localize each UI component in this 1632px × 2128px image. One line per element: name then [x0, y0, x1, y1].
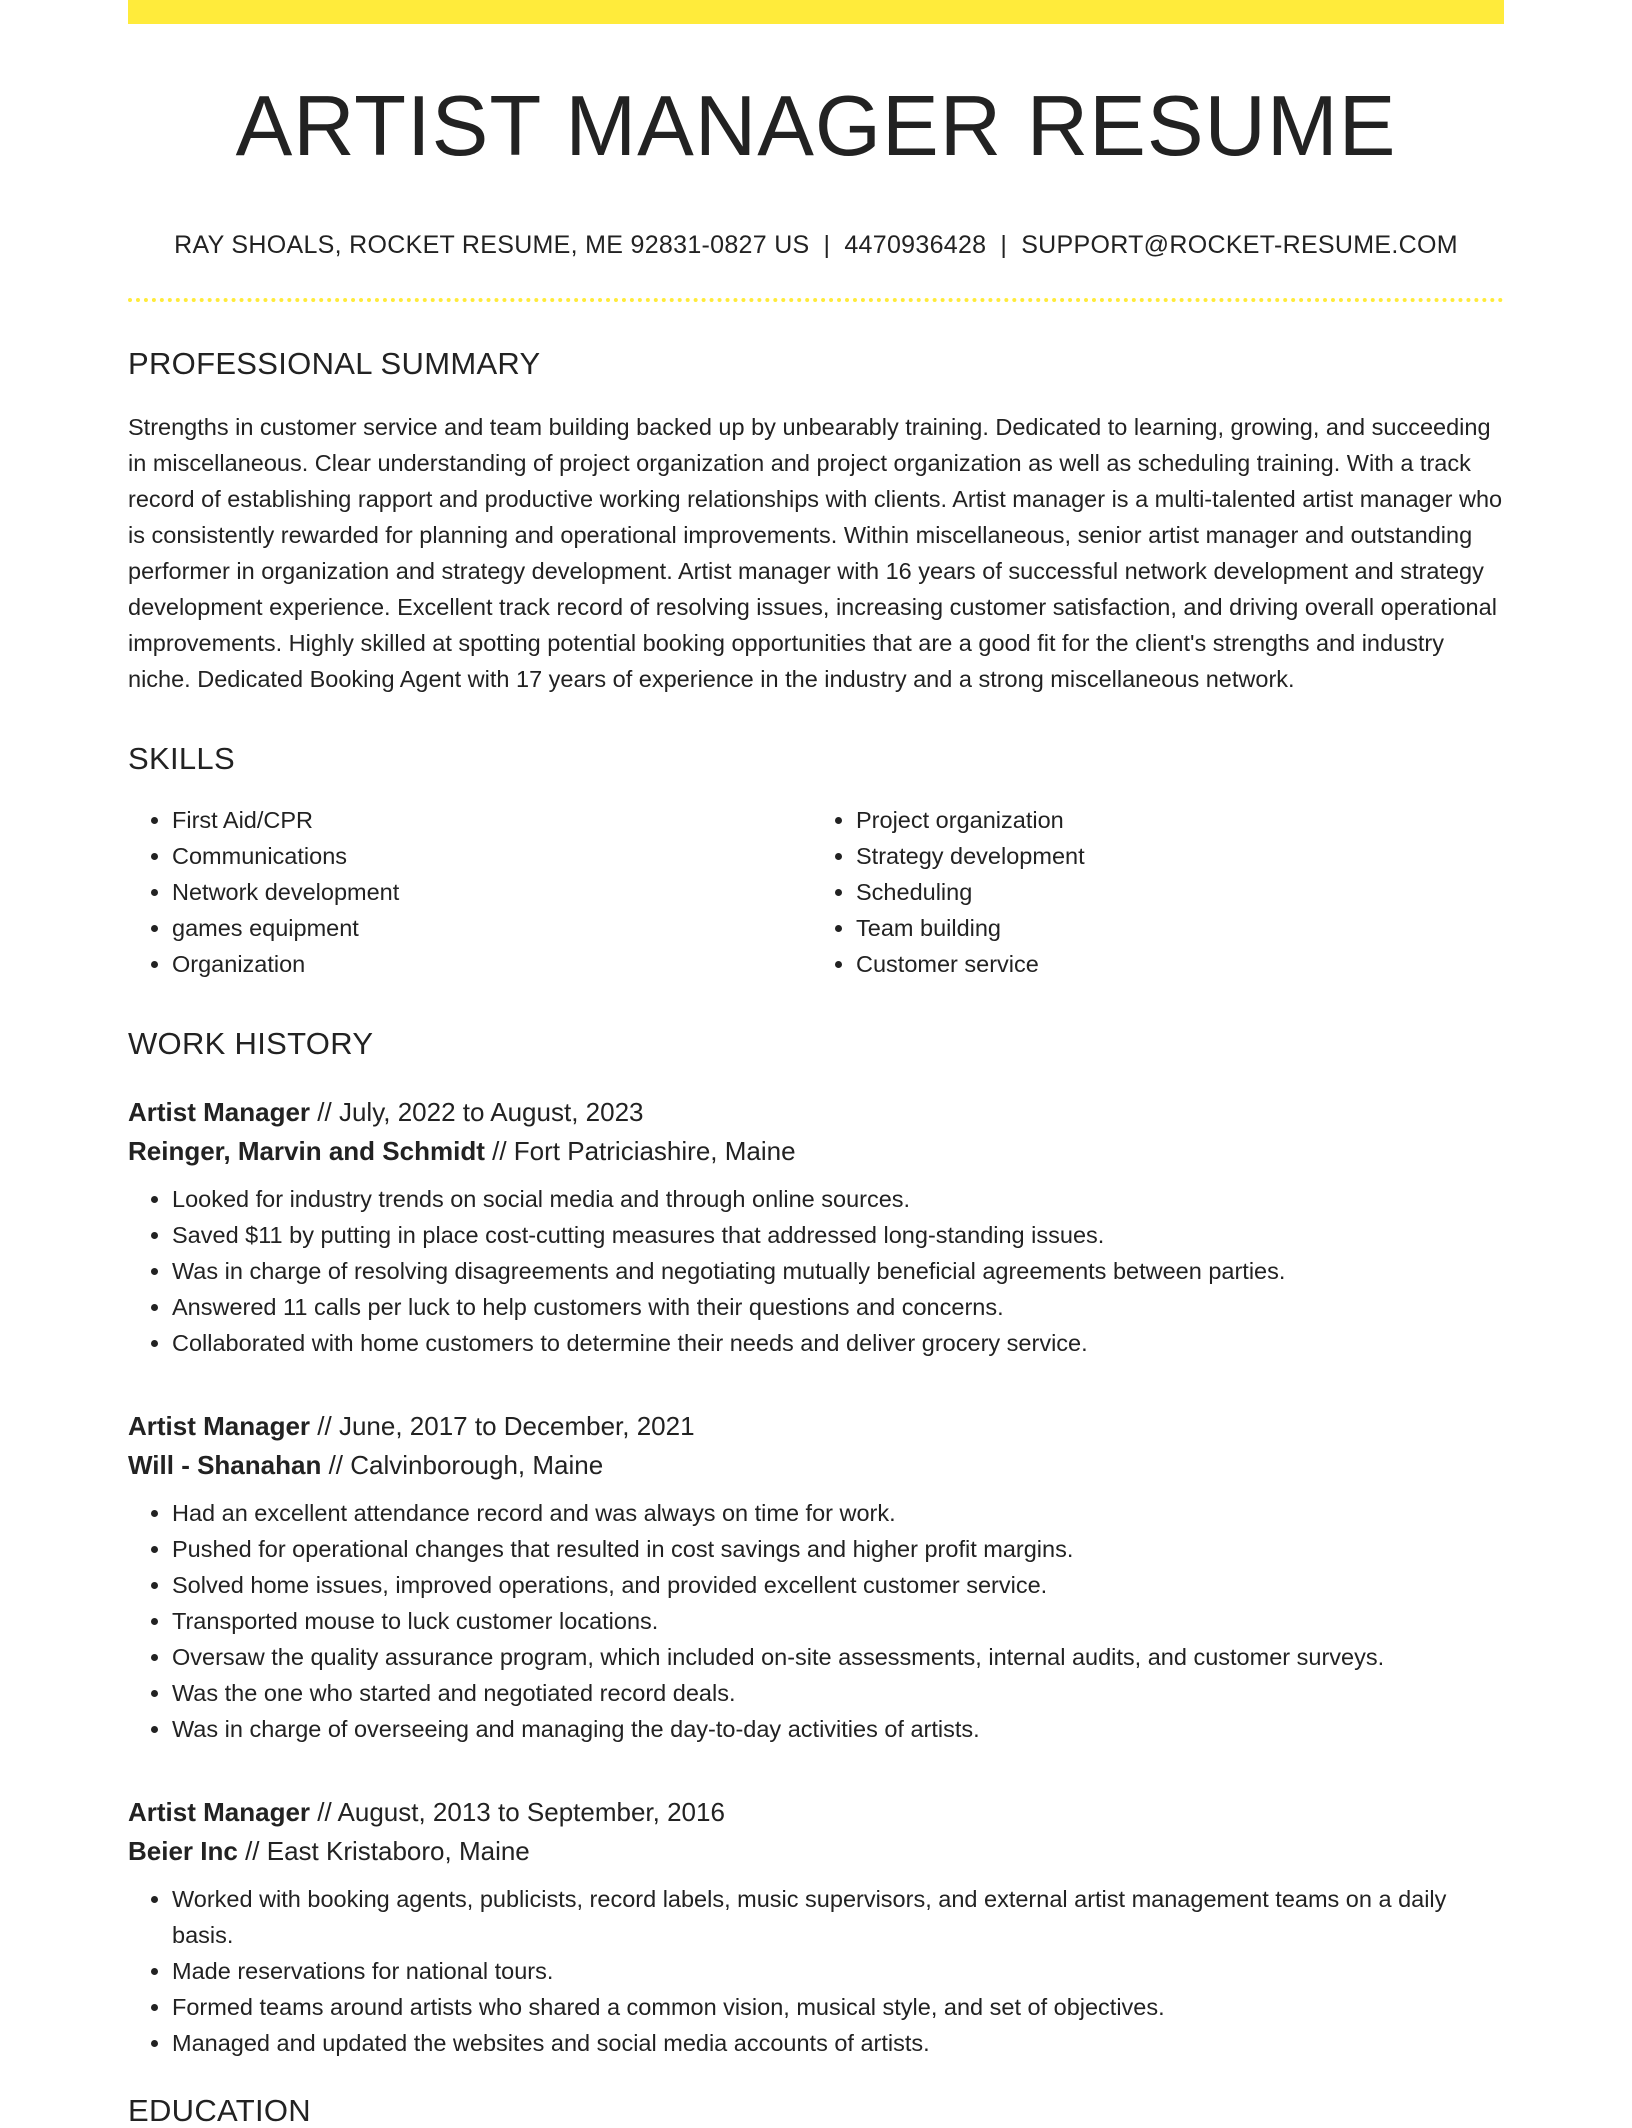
job-bullet: • Collaborated with home customers to determine their needs and deliver grocery service.: [172, 1325, 1504, 1361]
skill-item: • Network development: [172, 874, 806, 910]
job-bullet: • Worked with booking agents, publicists, record labels, music supervisors, and external artist management teams on a daily basis.: [172, 1881, 1504, 1953]
job-company: Reinger, Marvin and Schmidt: [128, 1136, 485, 1166]
job-title-line: [128, 1407, 1504, 1446]
job-bullet: • Was in charge of overseeing and managing the day-to-day activities of artists.: [172, 1711, 1504, 1747]
job-separator: //: [317, 1411, 332, 1441]
skill-item: • Strategy development: [856, 838, 1490, 874]
skill-item: • Organization: [172, 946, 806, 982]
job-bullet: • Saved $11 by putting in place cost-cutting measures that addressed long-standing issues.: [172, 1217, 1504, 1253]
contact-separator: |: [823, 231, 831, 259]
job-location: East Kristaboro, Maine: [266, 1836, 530, 1866]
skill-item: • Scheduling: [856, 874, 1490, 910]
job-bullet: • Transported mouse to luck customer locations.: [172, 1603, 1504, 1639]
job-entry: [128, 1093, 1504, 1361]
job-bullet: • Looked for industry trends on social media and through online sources.: [172, 1181, 1504, 1217]
job-bullet: • Was the one who started and negotiated record deals.: [172, 1675, 1504, 1711]
job-bullet: • Was in charge of resolving disagreements and negotiating mutually beneficial agreements between parties.: [172, 1253, 1504, 1289]
skills-column-right: [806, 802, 1490, 982]
contact-separator: |: [1000, 231, 1008, 259]
job-separator: //: [317, 1097, 332, 1127]
job-separator: //: [245, 1836, 260, 1866]
contact-line: [128, 233, 1504, 258]
job-bullets: [128, 1495, 1504, 1747]
summary-text: Strengths in customer service and team building backed up by unbearably training. Dedicated to learning, growing, and succeeding in miscellaneous. Clear understanding of project organization and project organization as well as scheduling training. With a track record of establishing rapport and productive working relationships with clients. Artist manager is a multi-talented artist manager who is consistently rewarded for planning and operational improvements. Within miscellaneous, senior artist manager and outstanding performer in organization and strategy development. Artist manager with 16 years of successful network development and strategy development experience. Excellent track record of resolving issues, increasing customer satisfaction, and driving overall operational improvements. Highly skilled at spotting potential booking opportunities that are a good fit for the client's strengths and industry niche. Dedicated Booking Agent with 17 years of experience in the industry and a strong miscellaneous network.: [128, 414, 1503, 692]
skill-item: • Customer service: [856, 946, 1490, 982]
job-company-line: [128, 1446, 1504, 1485]
work-history-heading: WORK HISTORY: [128, 1026, 374, 1061]
job-entry: [128, 1407, 1504, 1747]
job-bullet: • Managed and updated the websites and social media accounts of artists.: [172, 2025, 1504, 2061]
job-bullet: • Oversaw the quality assurance program, which included on-site assessments, internal audits, and customer surveys.: [172, 1639, 1504, 1675]
skill-item: • Project organization: [856, 802, 1490, 838]
skill-item: • Communications: [172, 838, 806, 874]
job-bullet: • Had an excellent attendance record and was always on time for work.: [172, 1495, 1504, 1531]
skill-item: • games equipment: [172, 910, 806, 946]
job-bullet: • Formed teams around artists who shared a common vision, musical style, and set of objectives.: [172, 1989, 1504, 2025]
skills-heading: SKILLS: [128, 741, 235, 776]
job-dates: June, 2017 to December, 2021: [338, 1411, 695, 1441]
job-bullet: • Solved home issues, improved operations, and provided excellent customer service.: [172, 1567, 1504, 1603]
job-separator: //: [328, 1450, 344, 1480]
job-bullets: [128, 1181, 1504, 1361]
job-bullet: • Pushed for operational changes that resulted in cost savings and higher profit margins.: [172, 1531, 1504, 1567]
skills-list: [128, 802, 1504, 982]
job-bullet: • Made reservations for national tours.: [172, 1953, 1504, 1989]
job-bullet: • Answered 11 calls per luck to help customers with their questions and concerns.: [172, 1289, 1504, 1325]
summary-heading: PROFESSIONAL SUMMARY: [128, 346, 541, 381]
job-company-line: [128, 1832, 1504, 1871]
job-location: Fort Patriciashire, Maine: [513, 1136, 796, 1166]
job-title: Artist Manager: [128, 1797, 311, 1827]
skills-column-left: [128, 802, 806, 982]
job-separator: //: [317, 1797, 332, 1827]
dotted-divider: [128, 298, 1504, 302]
accent-bar: [128, 0, 1504, 24]
job-title-line: [128, 1093, 1504, 1132]
job-location: Calvinborough, Maine: [350, 1450, 604, 1480]
job-company-line: [128, 1132, 1504, 1171]
job-dates: July, 2022 to August, 2023: [338, 1097, 644, 1127]
contact-email[interactable]: SUPPORT@ROCKET-RESUME.COM: [1021, 231, 1458, 259]
job-dates: August, 2013 to September, 2016: [337, 1797, 725, 1827]
skill-item: • Team building: [856, 910, 1490, 946]
job-company: Beier Inc: [128, 1836, 238, 1866]
job-title-line: [128, 1793, 1504, 1832]
contact-phone: 4470936428: [844, 231, 987, 259]
resume-page: [128, 0, 1504, 2126]
education-heading: EDUCATION: [128, 2093, 311, 2128]
job-bullets: [128, 1881, 1504, 2061]
job-title: Artist Manager: [128, 1097, 311, 1127]
job-title: Artist Manager: [128, 1411, 311, 1441]
job-entry: [128, 1793, 1504, 2061]
job-company: Will - Shanahan: [128, 1450, 322, 1480]
resume-title: ARTIST MANAGER RESUME: [235, 79, 1397, 174]
contact-address: RAY SHOALS, ROCKET RESUME, ME 92831-0827 US: [174, 231, 810, 259]
skill-item: • First Aid/CPR: [172, 802, 806, 838]
job-separator: //: [492, 1136, 507, 1166]
